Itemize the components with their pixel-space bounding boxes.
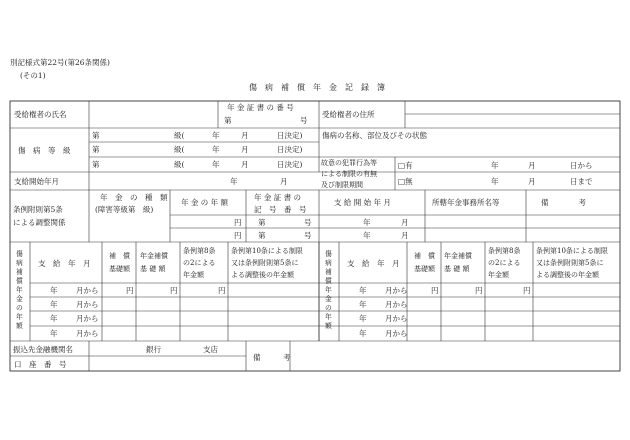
svg-text:月: 月 [241,131,249,140]
svg-text:級(: 級( [174,160,185,169]
svg-text:償: 償 [16,277,23,285]
svg-text:年: 年 [325,286,332,294]
svg-text:円: 円 [126,286,134,295]
bank-remarks-label: 備 考 [253,353,291,362]
svg-text:年: 年 [325,313,332,321]
art8-header-1: 条例第8条 [183,247,216,255]
pension-amount-header: 年 金 の 年 額 [181,198,229,207]
svg-text:年: 年 [50,286,58,295]
crime-label-2: による制限の有無 [321,170,377,178]
svg-text:年: 年 [50,329,58,338]
bank-name-label: 振込先金融機関名 [13,345,73,354]
recipient-address-label: 受給権者の住所 [322,110,375,119]
svg-text:月から: 月から [76,300,99,309]
pension-base-header-1-right: 年金補償 [444,252,472,260]
annual-row-right [359,313,408,323]
annual-vertical-label-right [325,249,333,330]
svg-text:年: 年 [212,131,220,140]
annual-row [50,299,99,309]
svg-text:の: の [325,304,332,312]
svg-text:償: 償 [325,277,332,285]
pension-base-header-2-right: 基 礎 額 [444,265,470,273]
svg-text:月から: 月から [385,286,408,295]
art10-header-3: よる調整後の年金額 [231,271,294,279]
base-amount-header-2-right: 基礎額 [414,265,435,273]
svg-text:補: 補 [325,268,332,276]
svg-text:金: 金 [325,295,332,303]
account-number-label: 口 座 番 号 [14,360,67,369]
base-amount-header-1-right: 補 償 [414,252,435,260]
art8-header-3-right: 年金額 [488,271,509,279]
svg-text:月: 月 [241,160,249,169]
annual-ym-header: 支 給 年 月 [38,259,91,268]
injury-description-label: 傷病の名称、部位及びその状態 [322,131,427,140]
crime-no-checkbox[interactable]: □無 [398,177,413,186]
svg-text:年: 年 [363,231,371,240]
svg-text:年: 年 [212,160,220,169]
art8-header-3: 年金額 [183,271,204,279]
svg-text:日決定): 日決定) [277,160,303,169]
svg-text:円: 円 [475,286,483,295]
svg-text:円: 円 [218,286,226,295]
pension-cert-go: 号 [300,116,308,125]
svg-text:年: 年 [16,286,23,294]
pension-type-header-2: (障害等級第 級) [95,205,154,214]
grade-label: 傷 病 等 級 [18,146,71,155]
svg-text:月: 月 [528,161,536,170]
adjust-cert-header-1: 年 金 証 書 の [254,193,302,202]
adjust-remarks-header: 備 考 [541,198,586,207]
svg-text:月: 月 [280,177,288,186]
svg-text:年: 年 [363,218,371,227]
svg-text:病: 病 [325,259,332,267]
annual-row-right [359,299,408,309]
svg-text:年: 年 [359,314,367,323]
svg-text:日決定): 日決定) [277,131,303,140]
svg-text:第: 第 [258,231,266,240]
svg-text:月から: 月から [385,300,408,309]
svg-text:円: 円 [234,231,242,240]
art8-header-2: の2による [183,259,216,267]
svg-text:円: 円 [170,286,178,295]
annual-vertical-label-left [16,249,24,330]
svg-text:年: 年 [212,145,220,154]
adjust-row [234,230,409,240]
base-amount-header-2: 基礎額 [109,265,130,273]
svg-text:月: 月 [401,231,409,240]
svg-text:級(: 級( [174,131,185,140]
svg-text:月: 月 [241,145,249,154]
recipient-name-label: 受給権者の氏名 [14,110,67,119]
payment-start-label: 支給開始年月 [14,177,59,186]
svg-text:年: 年 [16,313,23,321]
svg-text:病: 病 [16,259,23,267]
annual-row [50,285,226,295]
grade-row [92,130,302,140]
art10-header-1-right: 条例第10条による制限 [536,247,608,255]
svg-text:年: 年 [359,329,367,338]
pension-cert-dai: 第 [224,116,232,125]
svg-text:金: 金 [16,295,23,303]
svg-text:円: 円 [234,218,242,227]
svg-text:補: 補 [16,268,23,276]
pension-base-header-2: 基 礎 額 [140,265,166,273]
svg-text:円: 円 [431,286,439,295]
svg-text:年: 年 [359,300,367,309]
svg-text:第: 第 [258,218,266,227]
pension-cert-label: 年 金 証 書 の 番 号 [227,103,294,112]
grade-row [92,159,302,169]
art10-header-2-right: 又は条例附則第5条に [536,259,604,267]
form-title: 傷 病 補 償 年 金 記 録 簿 [249,83,385,92]
svg-text:年: 年 [491,177,499,186]
annual-ym-header-right: 支 給 年 月 [347,259,400,268]
bank-shiten: 支店 [203,345,218,354]
svg-text:日から: 日から [570,161,593,170]
svg-text:額: 額 [325,322,332,330]
form-outer-border [10,101,620,371]
svg-text:日決定): 日決定) [277,145,303,154]
annual-row [50,328,99,338]
crime-label-3: 及び制限期間 [321,181,363,189]
svg-text:級(: 級( [174,145,185,154]
crime-label-1: 故意の犯罪行為等 [321,159,377,167]
svg-text:年: 年 [230,177,238,186]
pension-office-header: 所轄年金事務所名等 [432,198,500,207]
annual-row-right [359,285,531,295]
art8-header-1-right: 条例第8条 [488,247,521,255]
svg-text:日まで: 日まで [570,177,593,186]
base-amount-header-1: 補 償 [109,252,130,260]
crime-yes-checkbox[interactable]: □有 [398,161,413,170]
svg-text:月: 月 [528,177,536,186]
svg-text:月から: 月から [385,329,408,338]
art10-header-1: 条例第10条による制限 [231,247,303,255]
svg-text:号: 号 [304,231,312,240]
adjust-row [234,217,409,227]
annual-row [50,313,99,323]
adjust-label-2: による調整関係 [13,218,66,227]
svg-text:年: 年 [50,300,58,309]
art10-header-3-right: よる調整後の年金額 [536,271,599,279]
svg-text:月から: 月から [76,286,99,295]
svg-text:号: 号 [304,218,312,227]
bank-ginko: 銀行 [146,345,161,354]
art8-header-2-right: の2による [488,259,521,267]
svg-text:第: 第 [92,131,100,140]
grade-row [92,144,302,154]
svg-text:月: 月 [401,218,409,227]
svg-text:月から: 月から [76,314,99,323]
svg-text:第: 第 [92,160,100,169]
pension-base-header-1: 年金補償 [140,252,168,260]
adjust-cert-header-2: 記 号 番 号 [254,205,307,214]
svg-text:額: 額 [16,322,23,330]
annual-row-right [359,328,408,338]
svg-text:傷: 傷 [16,250,23,258]
art10-header-2: 又は条例附則第5条に [231,259,299,267]
svg-text:年: 年 [491,161,499,170]
svg-text:年: 年 [359,286,367,295]
svg-text:の: の [16,304,23,312]
form-number: 別記様式第22号(第26条関係) [10,58,110,67]
adjust-label-1: 条例附則第5条 [13,205,63,214]
form-part: (その1) [20,71,46,80]
svg-text:月から: 月から [76,329,99,338]
svg-text:円: 円 [523,286,531,295]
svg-text:第: 第 [92,145,100,154]
pension-type-header-1: 年 金 の 種 類 [100,193,168,202]
adjust-start-header: 支 給 開 始 年 月 [334,198,391,207]
svg-text:月から: 月から [385,314,408,323]
svg-text:年: 年 [50,314,58,323]
svg-text:傷: 傷 [325,250,332,258]
